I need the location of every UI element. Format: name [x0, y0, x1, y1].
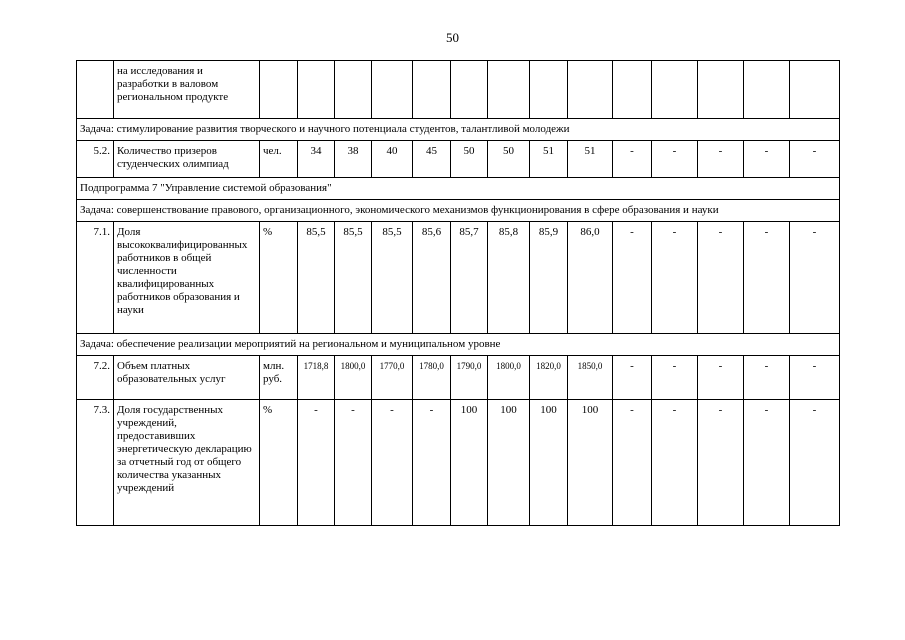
value-cell: - — [744, 141, 790, 178]
value-cell: 51 — [530, 141, 568, 178]
section-title: Задача: обеспечение реализации мероприятий на региональном и муниципальном уровне — [77, 334, 840, 356]
value-cell: - — [613, 222, 652, 334]
value-cell: - — [613, 356, 652, 400]
value-cell: - — [790, 400, 840, 526]
indicator-name: Объем платных образовательных услуг — [114, 356, 260, 400]
indicator-name: на исследования и разработки в валовом региональном продукте — [114, 61, 260, 119]
page-number: 50 — [446, 30, 459, 45]
value-cell: - — [744, 356, 790, 400]
section-row — [77, 178, 840, 200]
value-cell: 100 — [568, 400, 613, 526]
value-cell: - — [744, 222, 790, 334]
value-cell: 85,5 — [335, 222, 372, 334]
value-cell: - — [335, 400, 372, 526]
unit-cell: чел. — [260, 141, 298, 178]
value-cell: 1718,8 — [298, 356, 335, 400]
value-cell: - — [790, 222, 840, 334]
value-cell — [744, 61, 790, 119]
unit-cell: млн. руб. — [260, 356, 298, 400]
value-cell — [530, 61, 568, 119]
value-cell: - — [652, 141, 698, 178]
row-number — [77, 61, 114, 119]
value-cell: 85,5 — [372, 222, 413, 334]
value-cell: 50 — [488, 141, 530, 178]
indicator-name: Доля государственных учреждений, предоставивших энергетическую декларацию за отчетный год от общего количества указанных учреждений — [114, 400, 260, 526]
value-cell: 1800,0 — [335, 356, 372, 400]
row-number: 5.2. — [77, 141, 114, 178]
value-cell — [372, 61, 413, 119]
value-cell: - — [744, 400, 790, 526]
value-cell: 1780,0 — [413, 356, 451, 400]
value-cell: - — [698, 356, 744, 400]
value-cell: - — [613, 141, 652, 178]
value-cell: 45 — [413, 141, 451, 178]
unit-cell: % — [260, 400, 298, 526]
value-cell: 85,9 — [530, 222, 568, 334]
value-cell: - — [698, 400, 744, 526]
value-cell — [613, 61, 652, 119]
value-cell: - — [790, 141, 840, 178]
indicator-name: Доля высококвалифицированных работников в общей численности квалифицированных работников образования и науки — [114, 222, 260, 334]
value-cell: - — [298, 400, 335, 526]
row-number: 7.3. — [77, 400, 114, 526]
value-cell — [298, 61, 335, 119]
indicator-name: Количество призеров студенческих олимпиад — [114, 141, 260, 178]
value-cell: 50 — [451, 141, 488, 178]
table-row — [77, 141, 840, 178]
value-cell: 1790,0 — [451, 356, 488, 400]
table-row — [77, 61, 840, 119]
value-cell: 85,8 — [488, 222, 530, 334]
section-title: Задача: совершенствование правового, организационного, экономического механизмов функционирования в сфере образования и науки — [77, 200, 840, 222]
value-cell: 1820,0 — [530, 356, 568, 400]
value-cell — [335, 61, 372, 119]
value-cell: - — [652, 222, 698, 334]
table-row — [77, 222, 840, 334]
value-cell: 100 — [451, 400, 488, 526]
value-cell: - — [698, 222, 744, 334]
value-cell: - — [652, 356, 698, 400]
value-cell: - — [372, 400, 413, 526]
value-cell: 1770,0 — [372, 356, 413, 400]
row-number: 7.1. — [77, 222, 114, 334]
value-cell: 38 — [335, 141, 372, 178]
row-number: 7.2. — [77, 356, 114, 400]
value-cell — [568, 61, 613, 119]
value-cell: 100 — [488, 400, 530, 526]
value-cell: - — [413, 400, 451, 526]
value-cell — [451, 61, 488, 119]
table-row — [77, 356, 840, 400]
value-cell: 34 — [298, 141, 335, 178]
value-cell: 1850,0 — [568, 356, 613, 400]
value-cell — [790, 61, 840, 119]
section-title: Подпрограмма 7 "Управление системой образования" — [77, 178, 840, 200]
value-cell: - — [698, 141, 744, 178]
section-title: Задача: стимулирование развития творческого и научного потенциала студентов, талантливой молодежи — [77, 119, 840, 141]
table-row — [77, 400, 840, 526]
section-row — [77, 334, 840, 356]
value-cell: 85,5 — [298, 222, 335, 334]
value-cell: 85,7 — [451, 222, 488, 334]
value-cell: - — [790, 356, 840, 400]
value-cell — [413, 61, 451, 119]
unit-cell: % — [260, 222, 298, 334]
value-cell: - — [652, 400, 698, 526]
value-cell: - — [613, 400, 652, 526]
indicators-table — [76, 60, 840, 526]
value-cell: 85,6 — [413, 222, 451, 334]
value-cell — [698, 61, 744, 119]
section-row — [77, 119, 840, 141]
value-cell: 51 — [568, 141, 613, 178]
value-cell — [652, 61, 698, 119]
section-row — [77, 200, 840, 222]
value-cell: 40 — [372, 141, 413, 178]
value-cell — [488, 61, 530, 119]
value-cell: 100 — [530, 400, 568, 526]
unit-cell — [260, 61, 298, 119]
value-cell: 86,0 — [568, 222, 613, 334]
value-cell: 1800,0 — [488, 356, 530, 400]
